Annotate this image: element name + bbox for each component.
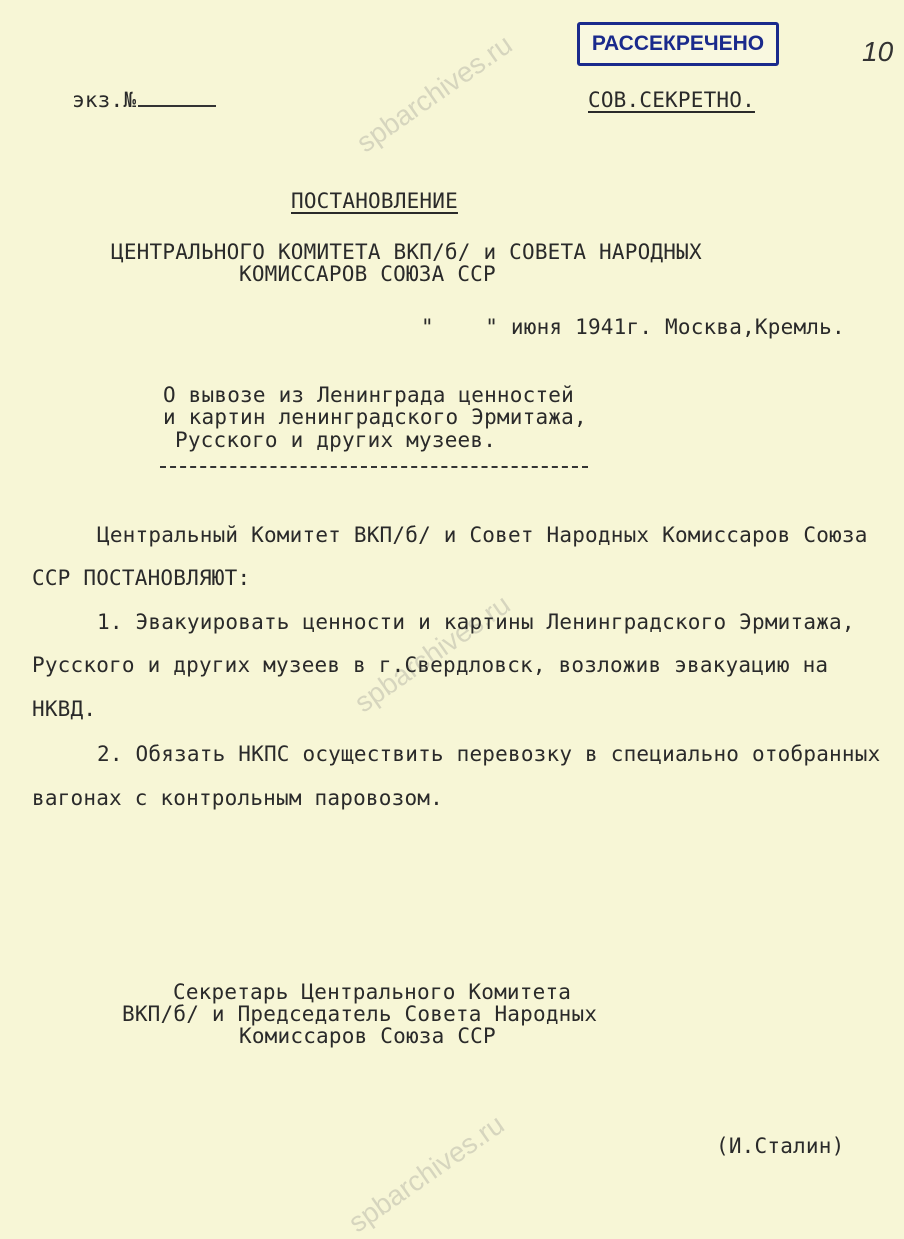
copy-number-label [72,88,216,112]
item-2-line-2: вагонах с контрольным паровозом. [32,786,443,810]
date-line: " " июня 1941г. Москва,Кремль. [421,315,845,339]
subject-divider [160,466,588,468]
classification-mark: СОВ.СЕКРЕТНО. [588,88,755,112]
page-number: 10 [862,36,894,67]
signatory-name: (И.Сталин) [716,1134,845,1158]
subject-line-2: и картин ленинградского Эрмитажа, [163,405,587,429]
signature-line-2: ВКП/б/ и Председатель Совета Народных [122,1002,598,1026]
watermark: spbarchives.ru [342,1108,510,1239]
item-1-line-3: НКВД. [32,697,97,721]
intro-line-2: ССР ПОСТАНОВЛЯЮТ: [32,566,251,590]
title-line-2: КОМИССАРОВ СОЮЗА ССР [239,262,496,286]
intro-line-1: Центральный Комитет ВКП/б/ и Совет Народных Комиссаров Союза [97,523,868,547]
item-1-line-1: 1. Эвакуировать ценности и картины Ленинградского Эрмитажа, [97,610,855,634]
signature-line-3: Комиссаров Союза ССР [239,1024,496,1048]
watermark: spbarchives.ru [350,28,518,159]
copy-label: экз.№ [72,88,137,112]
copy-number-blank [138,89,216,107]
title-line-1: ЦЕНТРАЛЬНОГО КОМИТЕТА ВКП/б/ и СОВЕТА НАРОДНЫХ [111,240,702,264]
item-2-line-1: 2. Обязать НКПС осуществить перевозку в специально отобранных [97,742,881,766]
declassified-stamp: РАССЕКРЕЧЕНО [577,22,779,66]
subject-line-1: О вывозе из Ленинграда ценностей [163,383,574,407]
watermark: spbarchives.ru [348,588,516,719]
item-1-line-2: Русского и других музеев в г.Свердловск, возложив эвакуацию на [32,653,829,677]
signature-line-1: Секретарь Центрального Комитета [173,980,572,1004]
document-heading: ПОСТАНОВЛЕНИЕ [291,189,458,213]
subject-line-3: Русского и других музеев. [175,428,497,452]
